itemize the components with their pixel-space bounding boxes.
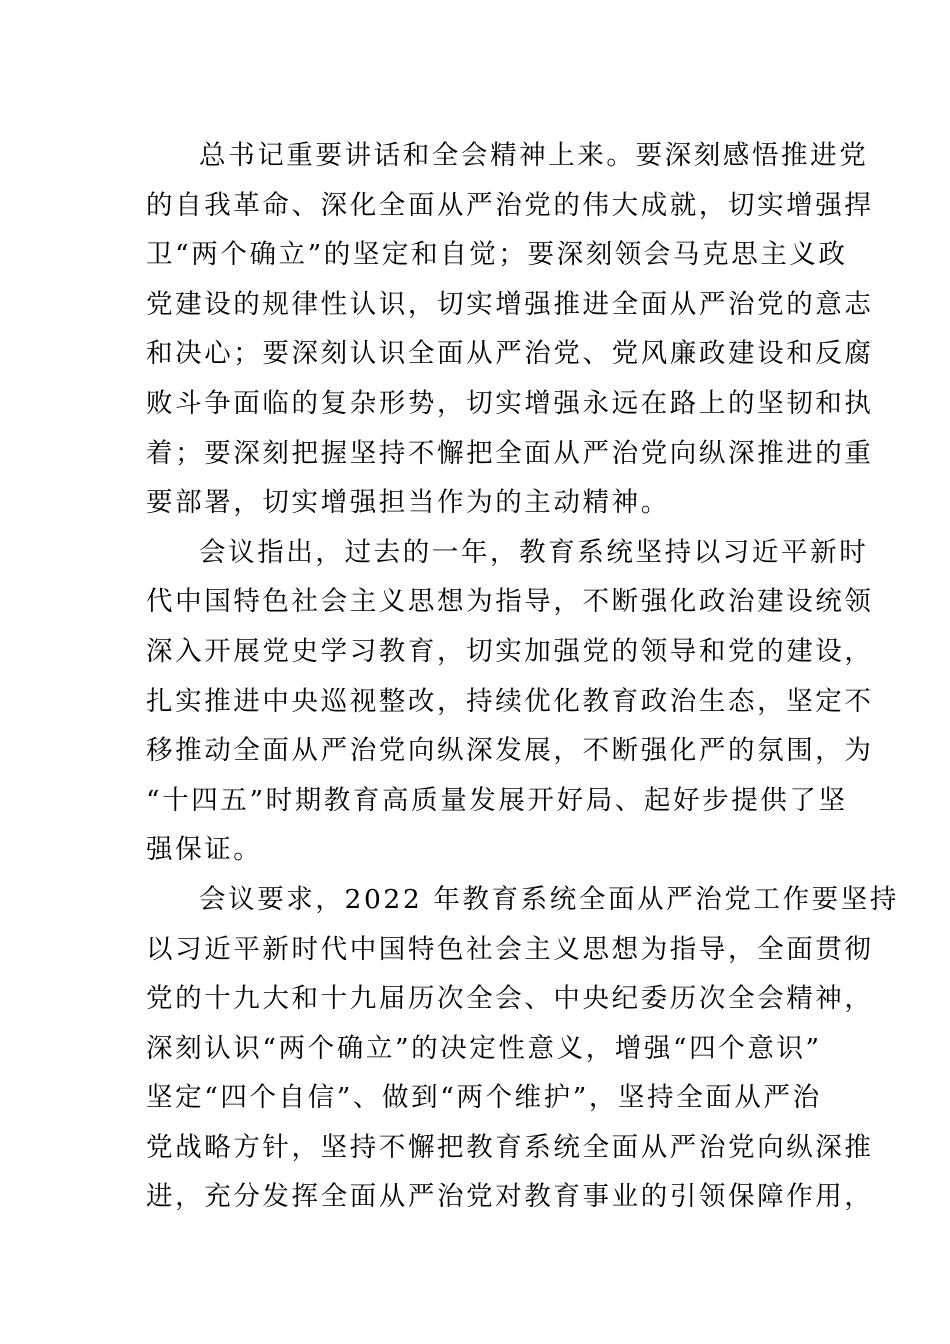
text-line: 移推动全面从严治党向纵深发展，不断强化严的氛围，为 [146,735,874,767]
text-line: 以习近平新时代中国特色社会主义思想为指导，全面贯彻 [146,933,874,965]
text-line: 的自我革命、深化全面从严治党的伟大成就，切实增强捍 [146,189,874,221]
text-line: 会议指出，过去的一年，教育系统坚持以习近平新时 [199,536,869,568]
text-line: 代中国特色社会主义思想为指导，不断强化政治建设统领 [146,586,874,618]
paragraph-meeting-requirements [146,875,899,1222]
text-line: 卫“两个确立”的坚定和自觉；要深刻领会马克思主义政 [146,239,848,271]
text-line: 党战略方针，坚持不懈把教育系统全面从严治党向纵深推 [146,1131,874,1163]
text-line: 总书记重要讲话和全会精神上来。要深刻感悟推进党 [199,140,869,171]
text-line: 深入开展党史学习教育，切实加强党的领导和党的建设， [146,635,874,667]
text-line: 败斗争面临的复杂形势，切实增强永远在路上的坚韧和执 [146,387,874,419]
text-line: 深刻认识“两个确立”的决定性意义，增强“四个意识” [146,1032,822,1064]
text-line: 和决心；要深刻认识全面从严治党、党风廉政建设和反腐 [146,338,874,370]
text-line: 党建设的规律性认识，切实增强推进全面从严治党的意志 [146,288,874,320]
text-line: 着；要深刻把握坚持不懈把全面从严治党向纵深推进的重 [146,437,874,469]
text-line: 要部署，切实增强担当作为的主动精神。 [146,487,670,519]
text-line: 党的十九大和十九届历次全会、中央纪委历次全会精神， [146,983,874,1015]
document-body [146,131,899,1222]
text-line: 进，充分发挥全面从严治党对教育事业的引领保障作用， [146,1181,874,1213]
paragraph-self-revolution [146,131,874,528]
text-line: 强保证。 [146,834,263,866]
text-line: 坚定“四个自信”、做到“两个维护”，坚持全面从严治 [146,1082,822,1114]
text-line: 扎实推进中央巡视整改，持续优化教育政治生态，坚定不 [146,685,874,717]
paragraph-meeting-review [146,528,874,875]
text-line: 会议要求，2022 年教育系统全面从严治党工作要坚持 [199,883,899,915]
text-line: “十四五”时期教育高质量发展开好局、起好步提供了坚 [146,784,848,816]
